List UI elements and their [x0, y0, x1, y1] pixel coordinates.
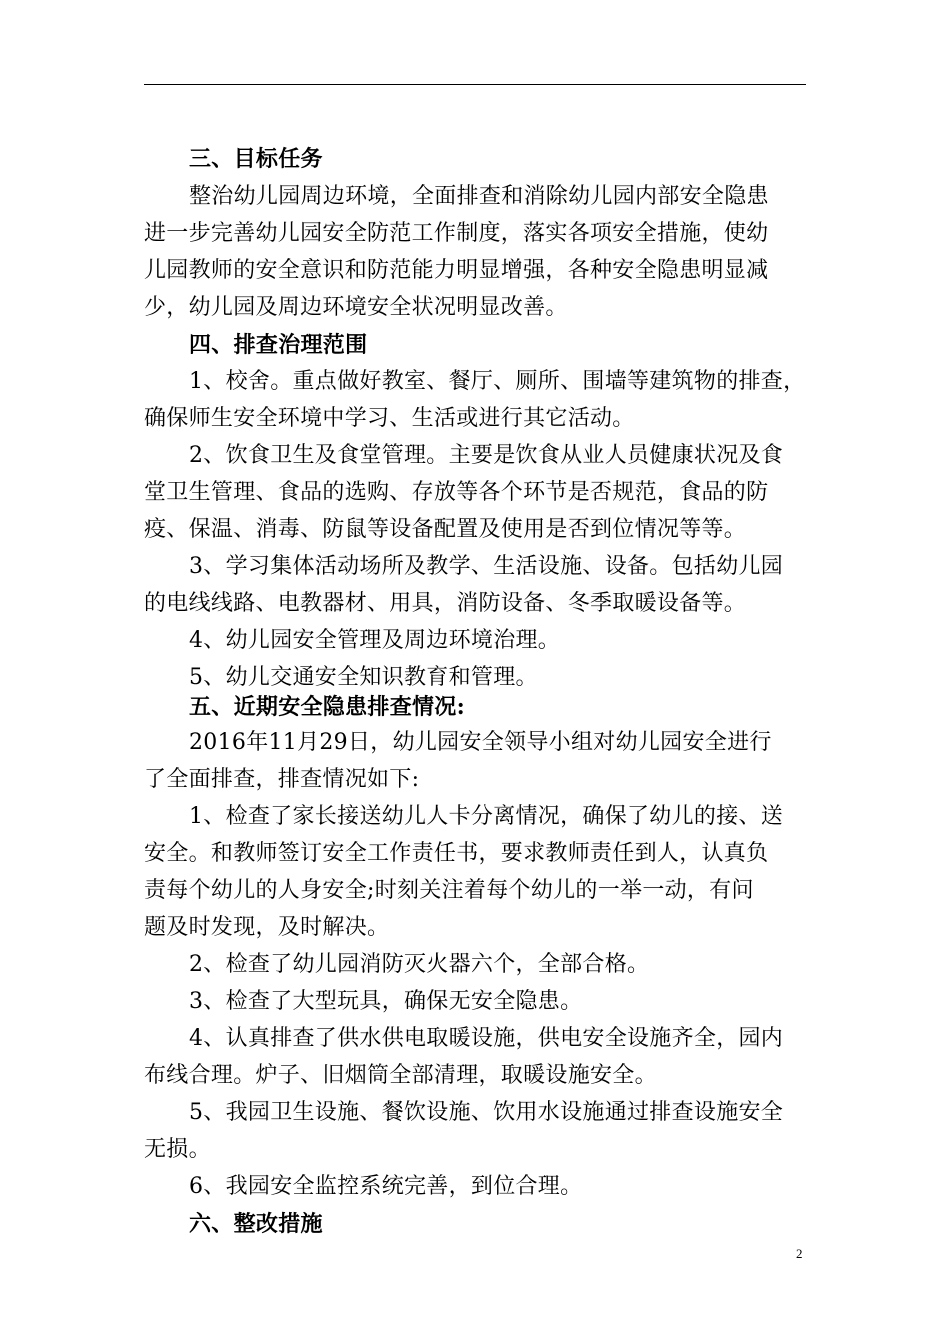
paragraph-line: 3、学习集体活动场所及教学、生活设施、设备。包括幼儿园 [189, 554, 784, 579]
paragraph-line: 5、我园卫生设施、餐饮设施、饮用水设施通过排查设施安全 [189, 1100, 784, 1125]
section-heading-6: 六、整改措施 [189, 1211, 323, 1237]
paragraph-line: 整治幼儿园周边环境，全面排查和消除幼儿园内部安全隐患 [189, 184, 769, 209]
paragraph-line: 3、检查了大型玩具，确保无安全隐患。 [189, 989, 583, 1014]
paragraph-line: 儿园教师的安全意识和防范能力明显增强，各种安全隐患明显减 [144, 258, 769, 283]
paragraph-line: 1、检查了家长接送幼儿人卡分离情况，确保了幼儿的接、送 [189, 804, 784, 829]
paragraph-line: 无损。 [144, 1137, 211, 1162]
paragraph-line: 4、认真排查了供水供电取暖设施，供电安全设施齐全，园内 [189, 1026, 784, 1051]
paragraph-line: 布线合理。炉子、旧烟筒全部清理，取暖设施安全。 [144, 1063, 657, 1088]
section-heading-4: 四、排查治理范围 [189, 332, 368, 358]
paragraph-line: 了全面排查，排查情况如下: [144, 767, 420, 792]
paragraph-line: 确保师生安全环境中学习、生活或进行其它活动。 [144, 406, 635, 431]
page-number: 2 [796, 1246, 803, 1261]
paragraph-line: 5、幼儿交通安全知识教育和管理。 [189, 665, 538, 690]
paragraph-line: 2016年11月29日，幼儿园安全领导小组对幼儿园安全进行 [189, 730, 772, 755]
paragraph-line: 的电线线路、电教器材、用具，消防设备、冬季取暖设备等。 [144, 591, 747, 616]
paragraph-line: 进一步完善幼儿园安全防范工作制度，落实各项安全措施，使幼 [144, 221, 769, 246]
paragraph-line: 4、幼儿园安全管理及周边环境治理。 [189, 628, 561, 653]
paragraph-line: 责每个幼儿的人身安全;时刻关注着每个幼儿的一举一动，有问 [144, 878, 754, 903]
paragraph-line: 2、饮食卫生及食堂管理。主要是饮食从业人员健康状况及食 [189, 443, 784, 468]
section-heading-3: 三、目标任务 [189, 146, 323, 172]
paragraph-line: 题及时发现，及时解决。 [144, 915, 390, 940]
paragraph-line: 疫、保温、消毒、防鼠等设备配置及使用是否到位情况等等。 [144, 517, 747, 542]
paragraph-line: 堂卫生管理、食品的选购、存放等各个环节是否规范，食品的防 [144, 480, 769, 505]
header-rule [144, 84, 806, 85]
paragraph-line: 安全。和教师签订安全工作责任书，要求教师责任到人，认真负 [144, 841, 769, 866]
section-heading-5: 五、近期安全隐患排查情况: [189, 694, 466, 720]
paragraph-line: 少，幼儿园及周边环境安全状况明显改善。 [144, 295, 568, 320]
paragraph-line: 1、校舍。重点做好教室、餐厅、厕所、围墙等建筑物的排查， [189, 369, 806, 394]
paragraph-line: 6、我园安全监控系统完善，到位合理。 [189, 1174, 583, 1199]
paragraph-line: 2、检查了幼儿园消防灭火器六个，全部合格。 [189, 952, 650, 977]
